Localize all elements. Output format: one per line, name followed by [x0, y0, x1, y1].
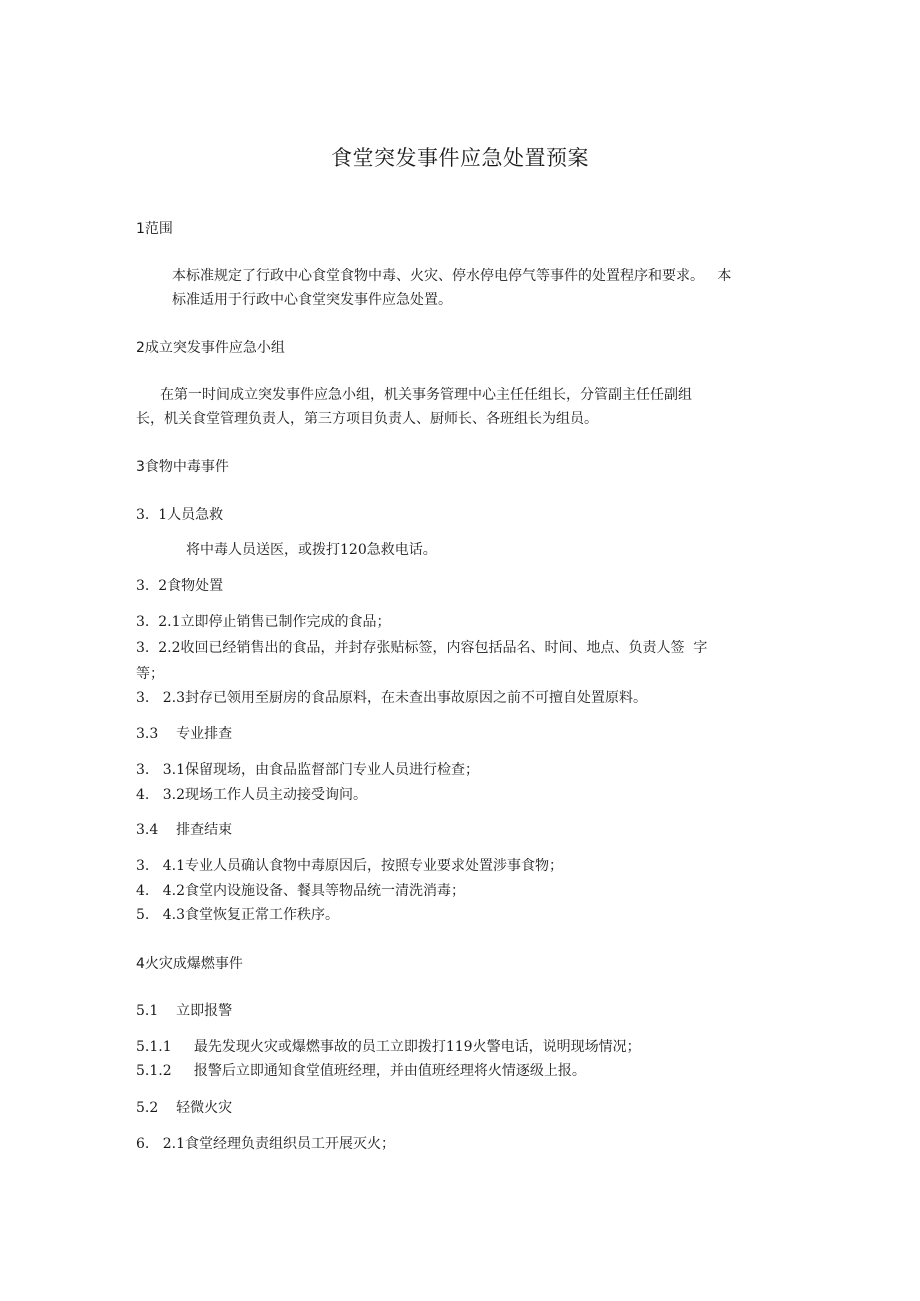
- list-item: 4. 3.2现场工作人员主动接受询问。: [136, 787, 367, 803]
- list-item: 3. 2.2收回已经销售出的食品，并封存张贴标签，内容包括品名、时间、地点、负责人签 字: [136, 640, 708, 656]
- subsection-heading: 3. 2食物处置: [136, 578, 224, 594]
- document-title: 食堂突发事件应急处置预案: [331, 146, 589, 170]
- list-item: 3. 2.1立即停止销售已制作完成的食品；: [136, 614, 391, 630]
- list-item: 5. 4.3食堂恢复正常工作秩序。: [136, 907, 339, 923]
- section-heading: 1范围: [136, 221, 173, 237]
- paragraph-line: 在第一时间成立突发事件应急小组，机关事务管理中心主任任组长，分管副主任任副组: [160, 387, 692, 403]
- paragraph-line: 将中毒人员送医，或拨打120急救电话。: [186, 542, 437, 558]
- list-item: 5.1.1 最先发现火灾或爆燃事故的员工立即拨打119火警电话，说明现场情况；: [136, 1039, 641, 1055]
- subsection-heading: 5.1 立即报警: [136, 1003, 233, 1019]
- list-item: 3. 3.1保留现场，由食品监督部门专业人员进行检查；: [136, 762, 479, 778]
- list-item: 3. 2.3封存已领用至厨房的食品原料，在未查出事故原因之前不可擅自处置原料。: [136, 690, 647, 706]
- paragraph-line: 长，机关食堂管理负责人，第三方项目负责人、厨师长、各班组长为组员。: [136, 411, 598, 427]
- paragraph-line: 标准适用于行政中心食堂突发事件应急处置。: [172, 292, 452, 308]
- section-heading: 4火灾成爆燃事件: [136, 956, 243, 972]
- subsection-heading: 3. 1人员急救: [136, 507, 224, 523]
- list-item: 等；: [136, 666, 164, 682]
- list-item: 6. 2.1食堂经理负责组织员工开展灭火；: [136, 1136, 395, 1152]
- list-item: 4. 4.2食堂内设施设备、餐具等物品统一清洗消毒；: [136, 883, 465, 899]
- section-heading: 2成立突发事件应急小组: [136, 340, 285, 356]
- subsection-heading: 5.2 轻微火灾: [136, 1100, 233, 1116]
- list-item: 3. 4.1专业人员确认食物中毒原因后，按照专业要求处置涉事食物；: [136, 858, 563, 874]
- list-item: 5.1.2 报警后立即通知食堂值班经理，并由值班经理将火情逐级上报。: [136, 1063, 586, 1079]
- paragraph-line: 本标准规定了行政中心食堂食物中毒、火灾、停水停电停气等事件的处置程序和要求。 本: [172, 268, 732, 284]
- subsection-heading: 3.4 排查结束: [136, 822, 233, 838]
- section-heading: 3食物中毒事件: [136, 459, 229, 475]
- subsection-heading: 3.3 专业排查: [136, 726, 233, 742]
